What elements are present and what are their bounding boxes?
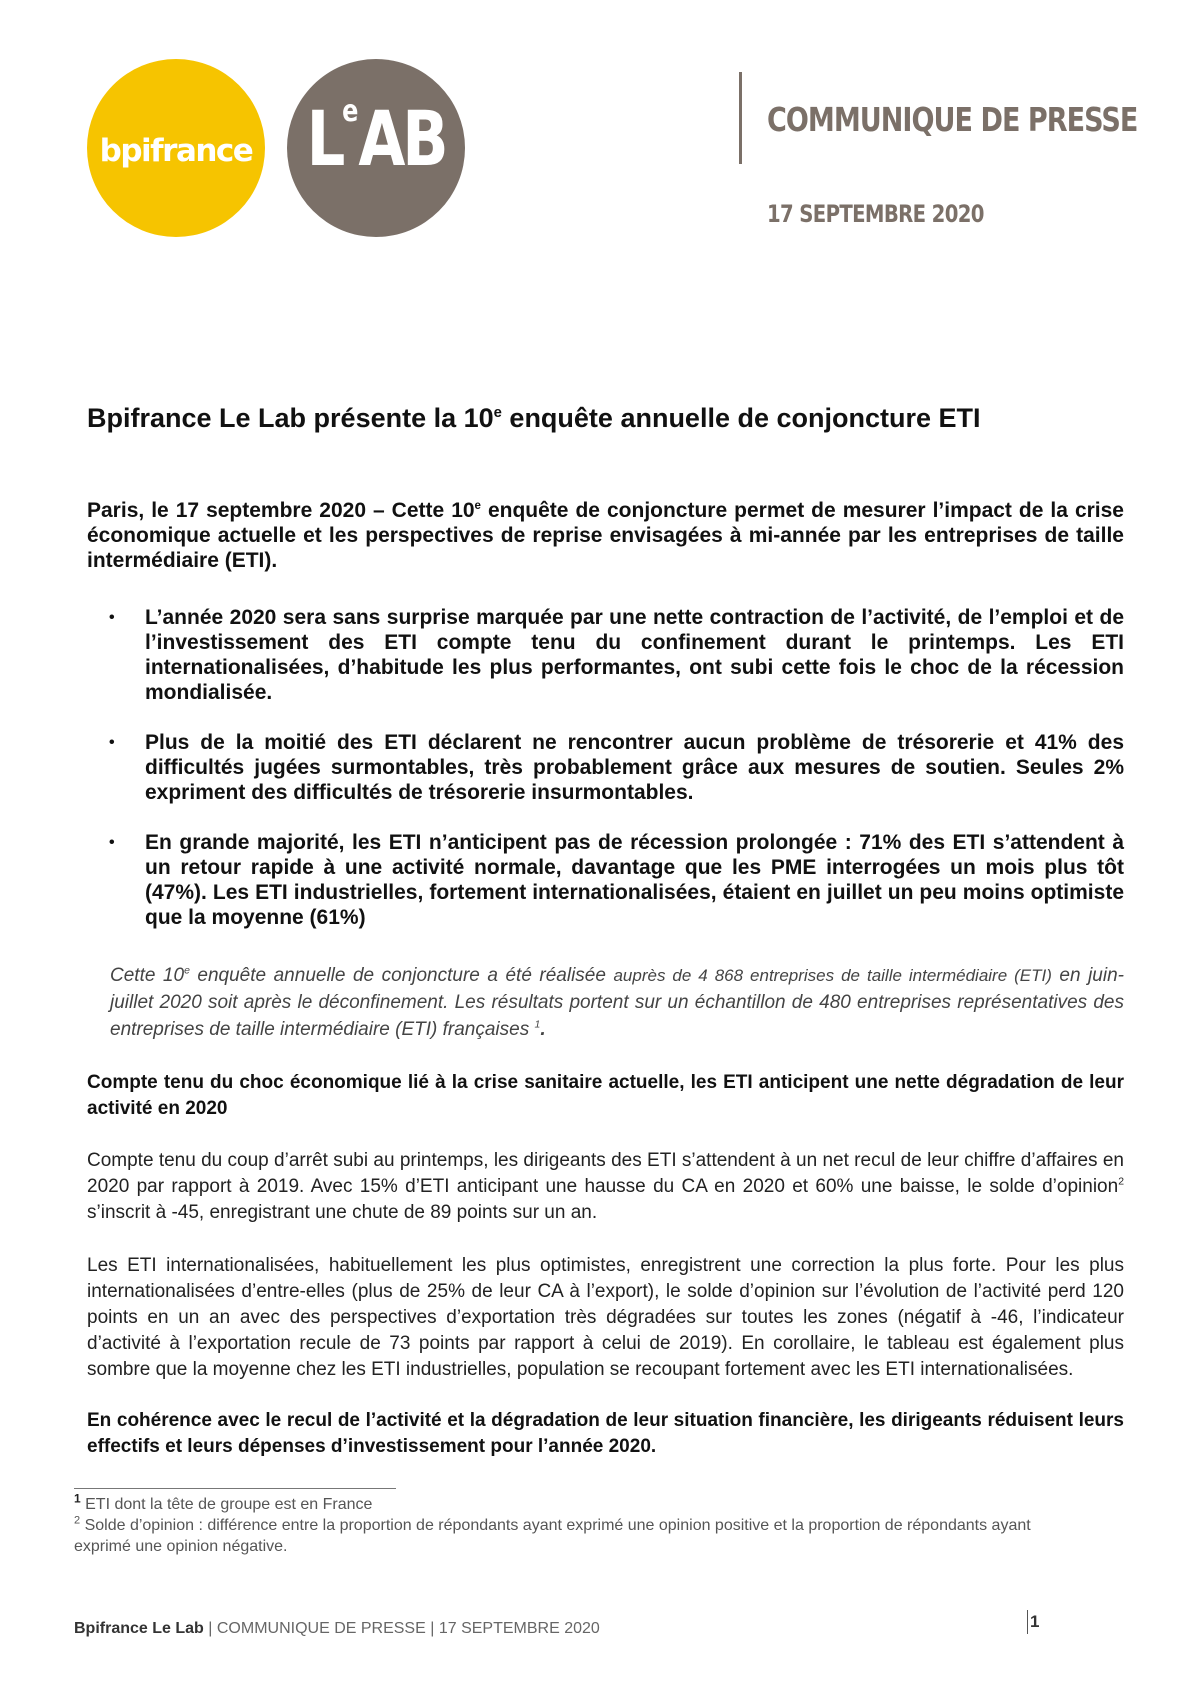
methodology-end: . — [540, 1019, 546, 1040]
page-title-end: enquête annuelle de conjoncture ETI — [501, 403, 981, 433]
methodology-sup: e — [184, 965, 190, 977]
page-footer — [74, 1620, 600, 1638]
lead-start: Paris, le 17 septembre 2020 – Cette 10 — [87, 499, 475, 522]
methodology-part1: Cette 10 — [110, 965, 185, 986]
methodology-part3: auprès de 4 868 entreprises de taille intermédiaire (ETI) — [613, 966, 1052, 985]
paragraph-1-start: Compte tenu du coup d’arrêt subi au printemps, les dirigeants des ETI s’attendent à un net recul de leur chiffre d’affaires en 2020 par rapport à 2019. Avec 15% d’ETI anticipant une hausse du CA en 2020 et 60% une baisse, le solde d’opinion — [87, 1150, 1124, 1197]
list-item-text: Plus de la moitié des ETI déclarent ne rencontrer aucun problème de trésorerie et 41% des difficultés jugées surmontables, très probablement grâce aux mesures de soutien. Seules 2% expriment des difficultés de trésorerie insurmontables. — [145, 731, 1124, 804]
footnote-1-number: 1 — [74, 1491, 81, 1506]
methodology-part2: enquête annuelle de conjoncture a été réalisée — [189, 965, 614, 986]
page-title — [87, 403, 981, 434]
section-1-paragraph-2: Les ETI internationalisées, habituellement les plus optimistes, enregistrent une correction la plus forte. Pour les plus internationalisées d’entre-elles (plus de 25% de leur CA à l’export), le solde d’opinion sur l’évolution de l’activité perd 120 points en un an avec des perspectives d’exportation très dégradées sur toutes les zones (négatif à -46, l’indicateur d’activité à l’exportation recule de 73 points par rapport à celui de 2019). En corollaire, le tableau est également plus sombre que la moyenne chez les ETI industrielles, population se recoupant fortement avec les ETI internationalisées. — [87, 1255, 1124, 1380]
methodology-note — [110, 962, 1124, 1043]
footnote-1-text: ETI dont la tête de groupe est en France — [80, 1496, 373, 1513]
list-item-text: En grande majorité, les ETI n’anticipent pas de récession prolongée : 71% des ETI s’attendent à un retour rapide à une activité normale, davantage que les PME interrogées un mois plus tôt (47%). Les ETI industrielles, fortement internationalisées, étaient en juillet un peu moins optimiste que la moyenne (61%) — [145, 831, 1124, 929]
footnote-ref-1[interactable]: 1 — [534, 1019, 541, 1031]
footnote-divider — [74, 1488, 396, 1489]
lead-end: enquête de conjoncture permet de mesurer l’impact de la crise économique actuelle et les perspectives de reprise envisagées à mi-année par les entreprises de taille intermédiaire (ETI). — [87, 499, 1124, 572]
lead-sup: e — [474, 500, 481, 512]
footnote-1 — [74, 1491, 373, 1515]
le-lab-logo-text — [305, 94, 447, 183]
page-number-divider — [1027, 1610, 1028, 1634]
lead-paragraph — [87, 498, 1124, 573]
bpifrance-logo-text: bpifrance — [99, 133, 253, 169]
page-title-sup: e — [493, 405, 502, 421]
header-divider — [739, 72, 742, 164]
footer-text: | COMMUNIQUE DE PRESSE | 17 SEPTEMBRE 2020 — [203, 1620, 600, 1637]
footnote-ref-2[interactable]: 2 — [1118, 1176, 1124, 1188]
document-date: 17 SEPTEMBRE 2020 — [767, 200, 984, 228]
section-2-subtitle: En cohérence avec le recul de l’activité et la dégradation de leur situation financière, les dirigeants réduisent leurs effectifs et leurs dépenses d’investissement pour l’année 2020. — [87, 1410, 1124, 1457]
section-1-subtitle: Compte tenu du choc économique lié à la crise sanitaire actuelle, les ETI anticipent une nette dégradation de leur activité en 2020 — [87, 1072, 1124, 1119]
bullet-icon: • — [109, 609, 115, 626]
bullet-icon: • — [109, 734, 115, 751]
page-number: 1 — [1030, 1612, 1040, 1631]
bpifrance-logo — [87, 59, 265, 237]
le-lab-logo-e: e — [342, 94, 359, 129]
list-item-text: L’année 2020 sera sans surprise marquée par une nette contraction de l’activité, de l’emploi et de l’investissement des ETI compte tenu du confinement durant le printemps. Les ETI internationalisées, d’habitude les plus performantes, ont subi cette fois le choc de la récession mondialisée. — [145, 606, 1124, 704]
footnote-2-number: 2 — [74, 1514, 81, 1527]
le-lab-logo-l: L — [306, 94, 343, 183]
list-item — [87, 830, 1124, 930]
footer-brand: Bpifrance Le Lab — [74, 1620, 204, 1637]
key-points-list — [87, 605, 1124, 955]
le-lab-logo-ab: AB — [358, 94, 446, 183]
page-title-start: Bpifrance Le Lab présente la 10 — [87, 403, 494, 433]
list-item — [87, 730, 1124, 805]
list-item — [87, 605, 1124, 705]
footnote-2 — [74, 1515, 1034, 1557]
document-type-title: COMMUNIQUE DE PRESSE — [767, 100, 1138, 139]
le-lab-logo — [287, 59, 465, 237]
section-1-paragraph-1 — [87, 1148, 1124, 1226]
methodology-part4: en juin-juillet 2020 soit après le déconfinement. Les résultats portent sur un échantillon de 480 entreprises représentatives des entreprises de taille intermédiaire (ETI) françaises — [110, 965, 1124, 1040]
bullet-icon: • — [109, 834, 115, 851]
paragraph-1-end: s’inscrit à -45, enregistrant une chute de 89 points sur un an. — [87, 1202, 598, 1223]
footnote-2-text: Solde d’opinion : différence entre la proportion de répondants ayant exprimé une opinion positive et la proportion de répondants ayant exprimé une opinion négative. — [74, 1517, 1031, 1555]
